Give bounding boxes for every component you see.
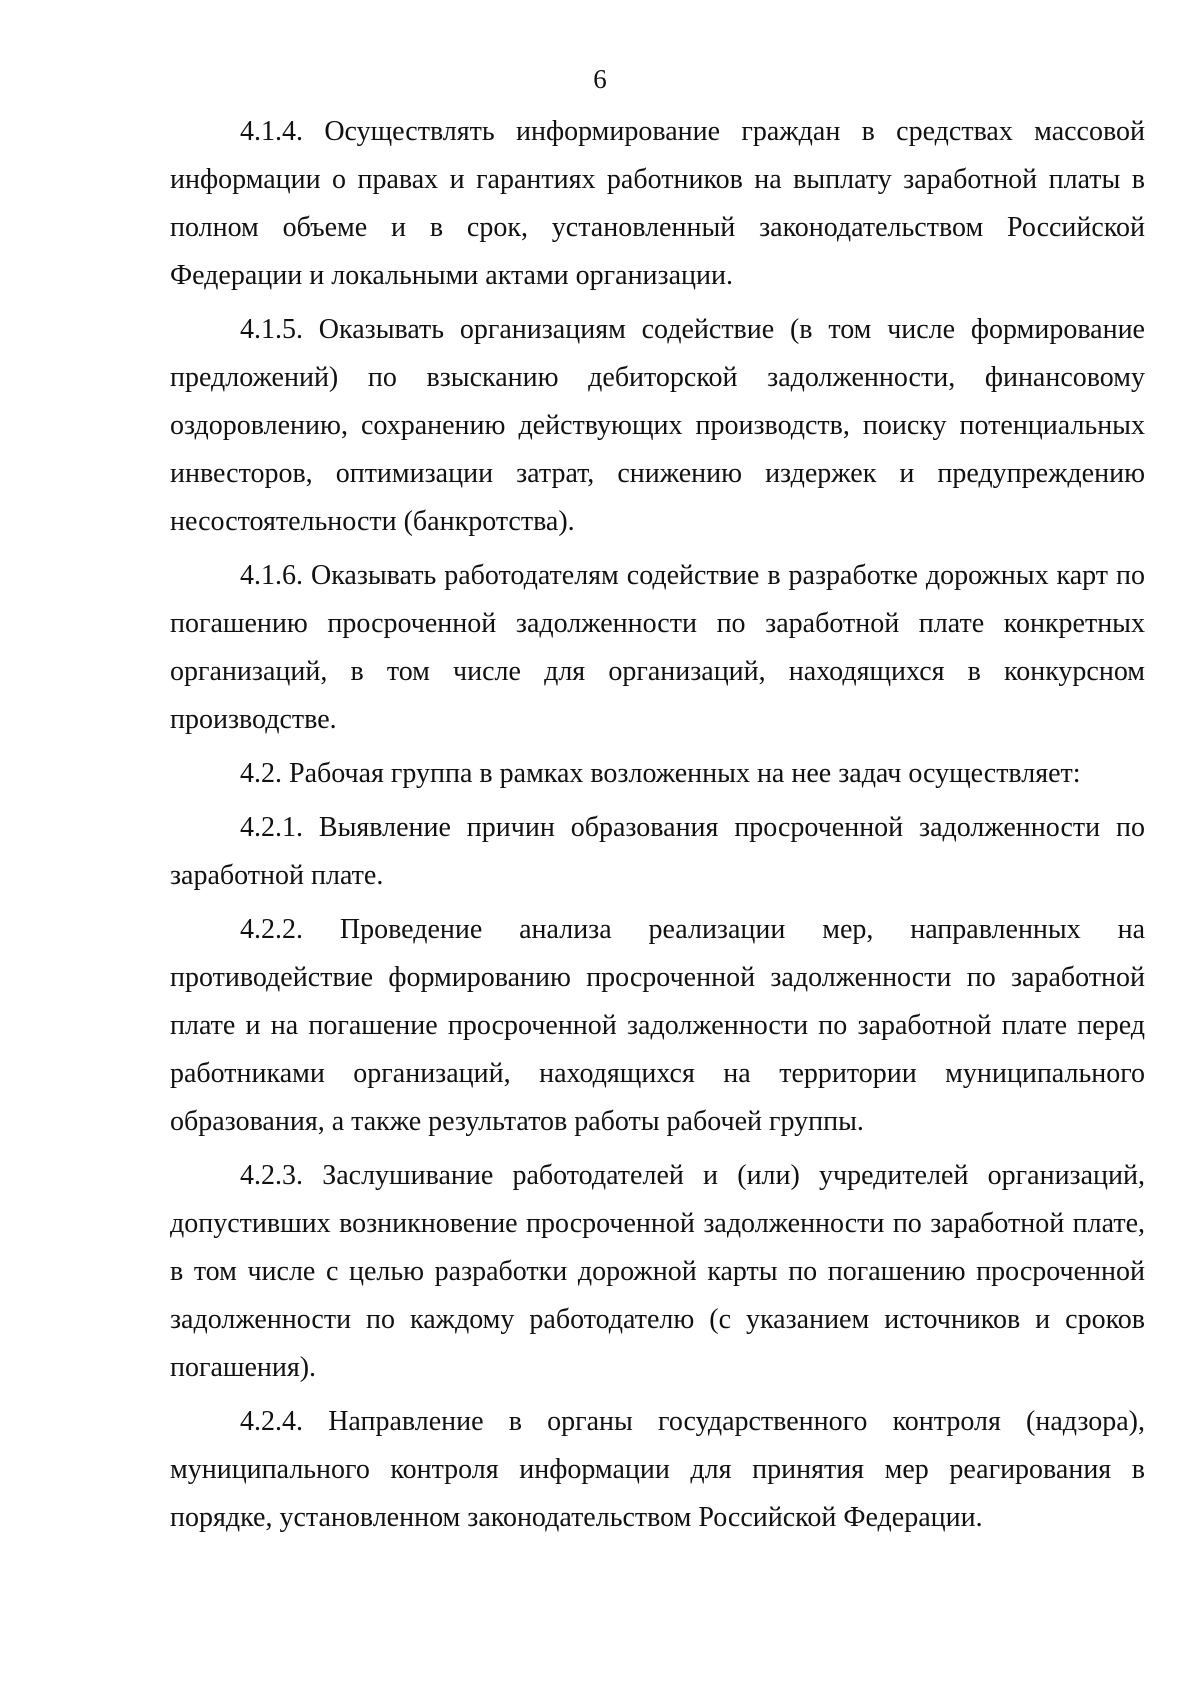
document-body (170, 108, 1145, 1548)
paragraph-4-2-4: 4.2.4. Направление в органы государственного контроля (надзора), муниципального контроля информации для принятия мер реагирования в порядке, установленном законодательством Российской Федерации. (170, 1406, 1145, 1533)
paragraph-4-1-5: 4.1.5. Оказывать организациям содействие (в том числе формирование предложений) по взысканию дебиторской задолженности, финансовому оздоровлению, сохранению действующих производств, поиску потенциальных инвесторов, оптимизации затрат, снижению издержек и предупреждению несостоятельности (банкротства). (170, 314, 1145, 537)
paragraph-4-2-1: 4.2.1. Выявление причин образования просроченной задолженности по заработной плате. (170, 812, 1145, 891)
paragraph-4-1-4: 4.1.4. Осуществлять информирование граждан в средствах массовой информации о правах и гарантиях работников на выплату заработной платы в полном объеме и в срок, установленный законодательством Российской Федерации и локальными актами организации. (170, 116, 1145, 291)
paragraph-4-2-2: 4.2.2. Проведение анализа реализации мер, направленных на противодействие формированию просроченной задолженности по заработной плате и на погашение просроченной задолженности по заработной плате перед работниками организаций, находящихся на территории муниципального образования, а также результатов работы рабочей группы. (170, 914, 1145, 1137)
paragraph-4-2-3: 4.2.3. Заслушивание работодателей и (или) учредителей организаций, допустивших возникновение просроченной задолженности по заработной плате, в том числе с целью разработки дорожной карты по погашению просроченной задолженности по каждому работодателю (с указанием источников и сроков погашения). (170, 1160, 1145, 1383)
paragraph-4-2: 4.2. Рабочая группа в рамках возложенных на нее задач осуществляет: (240, 758, 1081, 789)
paragraph-4-1-6: 4.1.6. Оказывать работодателям содействие в разработке дорожных карт по погашению просроченной задолженности по заработной плате конкретных организаций, в том числе для организаций, находящихся в конкурсном производстве. (170, 560, 1145, 735)
page-number: 6 (593, 64, 607, 94)
